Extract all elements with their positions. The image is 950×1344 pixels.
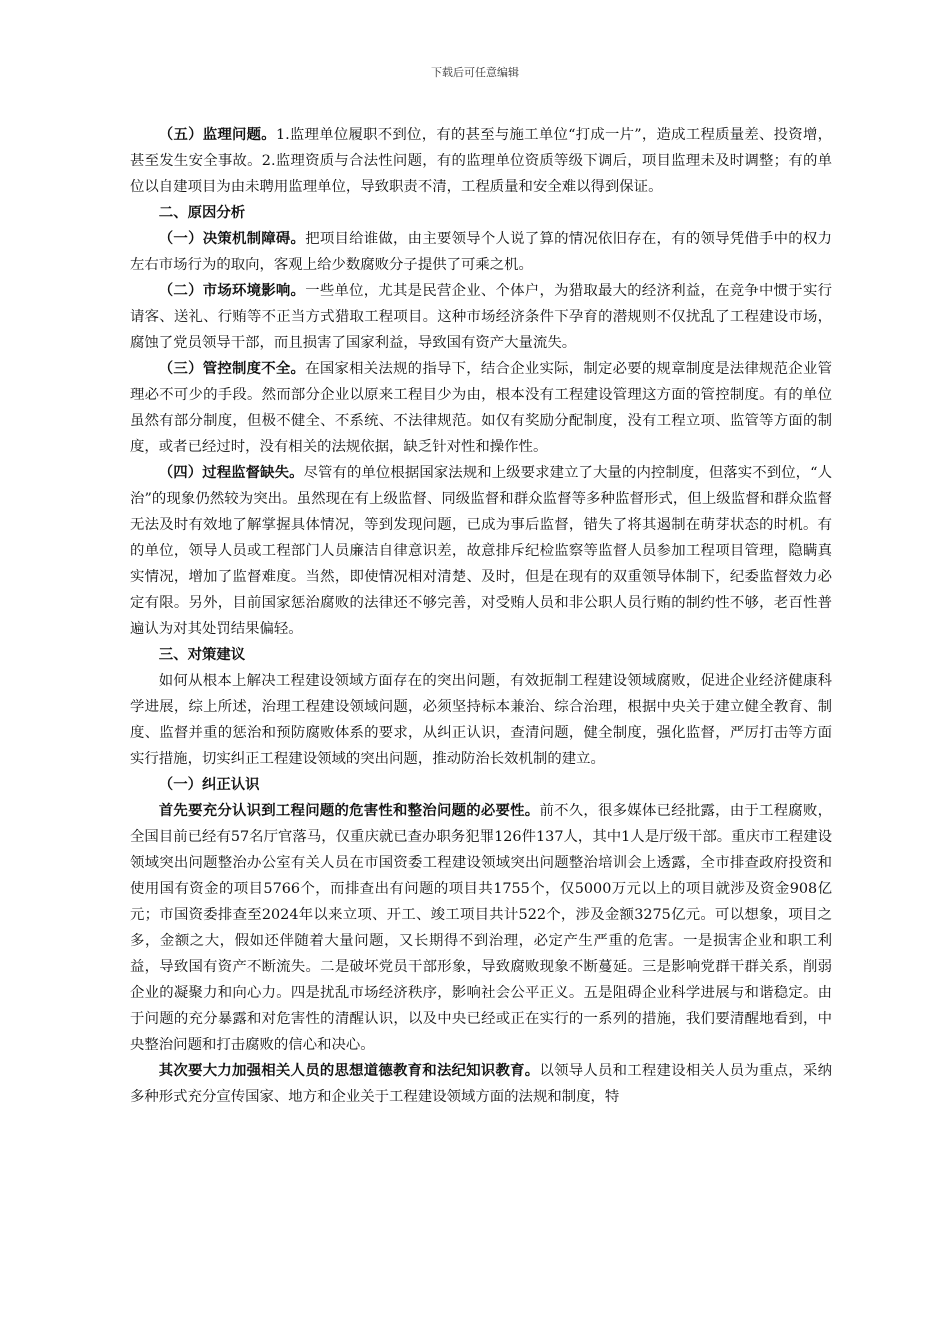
section-heading-countermeasures: 三、对策建议 [158, 647, 246, 663]
paragraph-decision-mechanism [130, 226, 832, 278]
paragraph-first-recognize [130, 798, 832, 1058]
paragraph-lead: 其次要大力加强相关人员的思想道德教育和法纪知识教育。 [158, 1063, 540, 1079]
paragraph-text: 前不久，很多媒体已经批露，由于工程腐败，全国目前已经有57名厅官落马，仅重庆就已查办职务犯罪126件137人，其中1人是厅级干部。重庆市工程建设领域突出问题整治办公室有关人员在市国资委工程建设领域突出问题整治培训会上透露，全市排查政府投资和使用国有资金的项目5766个，而排查出有问题的项目共1755个，仅5000万元以上的项目就涉及资金908亿元；市国资委排查至2024年以来立项、开工、竣工项目共计522个，涉及金额3275亿元。可以想象，项目之多，金额之大，假如还伴随着大量问题，又长期得不到治理，必定产生严重的危害。一是损害企业和职工利益，导致国有资产不断流失。二是破坏党员干部形象，导致腐败现象不断蔓延。三是影响党群干群关系，削弱企业的凝聚力和向心力。四是扰乱市场经济秩序，影响社会公平正义。五是阻碍企业科学进展与和谐稳定。由于问题的充分暴露和对危害性的清醒认识，以及中央已经或正在实行的一系列的措施，我们要清醒地看到，中央整治问题和打击腐败的信心和决心。 [130, 803, 832, 1053]
paragraph-control-system [130, 356, 832, 460]
paragraph-lead: （三）管控制度不全。 [158, 361, 306, 377]
paragraph-text: 1.监理单位履职不到位，有的甚至与施工单位“打成一片”，造成工程质量差、投资增，甚至发生安全事故。2.监理资质与合法性问题，有的监理单位资质等级下调后，项目监理未及时调整；有的单位以自建项目为由未聘用监理单位，导致职责不清，工程质量和安全难以得到保证。 [130, 127, 832, 195]
paragraph-text: 以领导人员和工程建设相关人员为重点，采纳多种形式充分宣传国家、地方和企业关于工程建设领域方面的法规和制度，特 [130, 1063, 832, 1105]
document-body [130, 122, 832, 1110]
paragraph-process-supervision [130, 460, 832, 642]
paragraph-supervision-issue [130, 122, 832, 200]
paragraph-text: 一些单位，尤其是民营企业、个体户，为猎取最大的经济利益，在竞争中惯于实行请客、送礼、行贿等不正当方式猎取工程项目。这种市场经济条件下孕育的潜规则不仅扰乱了工程建设市场，腐蚀了党员领导干部，而且损害了国家利益，导致国有资产大量流失。 [130, 283, 832, 351]
paragraph-market-environment [130, 278, 832, 356]
paragraph-lead: （四）过程监督缺失。 [158, 465, 304, 481]
subsection-heading-correct-understanding: （一）纠正认识 [158, 777, 260, 793]
page-header: 下载后可任意编辑 [431, 66, 519, 79]
paragraph-second-education [130, 1058, 832, 1110]
paragraph-lead: （五）监理问题。 [158, 127, 276, 143]
paragraph-countermeasures-intro [130, 668, 832, 772]
section-heading-cause-analysis: 二、原因分析 [158, 205, 246, 221]
paragraph-text: 把项目给谁做，由主要领导个人说了算的情况依旧存在，有的领导凭借手中的权力左右市场行为的取向，客观上给少数腐败分子提供了可乘之机。 [130, 231, 832, 273]
paragraph-lead: （二）市场环境影响。 [158, 283, 306, 299]
paragraph-lead: 首先要充分认识到工程问题的危害性和整治问题的必要性。 [158, 803, 540, 819]
paragraph-lead: （一）决策机制障碍。 [158, 231, 306, 247]
paragraph-text: 在国家相关法规的指导下，结合企业实际，制定必要的规章制度是法律规范企业管理必不可少的手段。然而部分企业以原来工程目少为由，根本没有工程建设管理这方面的管控制度。有的单位虽然有部分制度，但极不健全、不系统、不法律规范。如仅有奖励分配制度，没有工程立项、监管等方面的制度，或者已经过时，没有相关的法规依据，缺乏针对性和操作性。 [130, 361, 832, 455]
paragraph-text: 如何从根本上解决工程建设领域方面存在的突出问题，有效扼制工程建设领域腐败，促进企业经济健康科学进展，综上所述，治理工程建设领域问题，必须坚持标本兼治、综合治理，根据中央关于建立健全教育、制度、监督并重的惩治和预防腐败体系的要求，从纠正认识，查清问题，健全制度，强化监督，严厉打击等方面实行措施，切实纠正工程建设领域的突出问题，推动防治长效机制的建立。 [130, 673, 832, 767]
paragraph-text: 尽管有的单位根据国家法规和上级要求建立了大量的内控制度，但落实不到位，“人治”的现象仍然较为突出。虽然现在有上级监督、同级监督和群众监督等多种监督形式，但上级监督和群众监督无法及时有效地了解掌握具体情况，等到发现问题，已成为事后监督，错失了将其遏制在萌芽状态的时机。有的单位，领导人员或工程部门人员廉洁自律意识差，故意排斥纪检监察等监督人员参加工程项目管理，隐瞒真实情况，增加了监督难度。当然，即使情况相对清楚、及时，但是在现有的双重领导体制下，纪委监督效力必定有限。另外，目前国家惩治腐败的法律还不够完善，对受贿人员和非公职人员行贿的制约性不够，老百性普遍认为对其处罚结果偏轻。 [130, 465, 832, 637]
